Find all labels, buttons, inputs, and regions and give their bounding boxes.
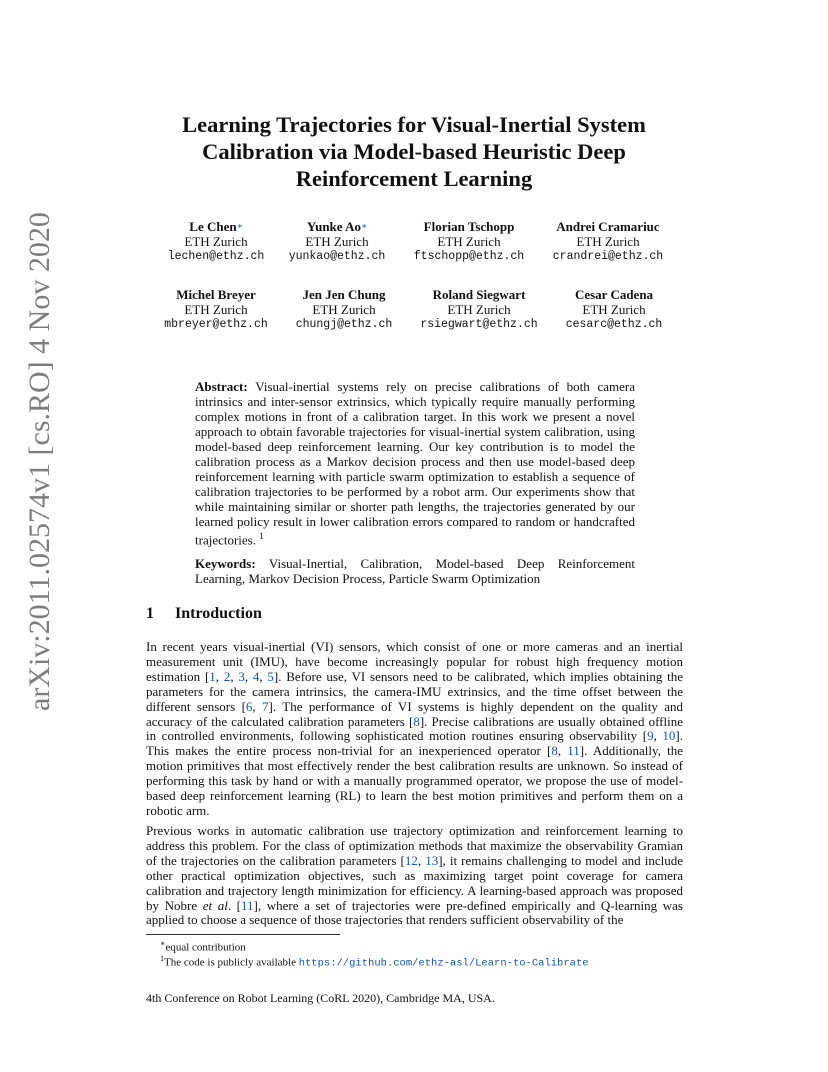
title-line: Reinforcement Learning (295, 166, 533, 191)
author-block (156, 287, 276, 332)
author-block (281, 287, 407, 332)
keywords-text: Visual-Inertial, Calibration, Model-based Deep Reinforcement Learning, Markov Decision Process, Particle Swarm Optimization (195, 556, 635, 586)
citation-link[interactable]: 1 (209, 668, 216, 684)
author-name: Florian Tschopp (423, 219, 515, 234)
section-number: 1 (146, 605, 154, 622)
citation-link[interactable]: 8 (413, 713, 420, 729)
author-affiliation: ETH Zurich (582, 302, 646, 317)
author-affiliation: ETH Zurich (184, 234, 248, 249)
arxiv-identifier: arXiv:2011.02574v1 [cs.RO] 4 Nov 2020 (23, 212, 56, 711)
keywords (195, 556, 635, 586)
author-name: Andrei Cramariuc (556, 219, 660, 234)
author-name: Cesar Cadena (574, 287, 654, 302)
citation-link[interactable]: 6 (245, 698, 253, 714)
author-email: crandrei@ethz.ch (552, 250, 664, 263)
section-title: Introduction (175, 605, 262, 622)
paper-title (0, 111, 828, 192)
author-email: yunkao@ethz.ch (288, 250, 386, 263)
author-email: ftschopp@ethz.ch (413, 250, 525, 263)
footnote: $^1$The code is publicly available https://github.com/ethz-asl/Learn-to-Calibrate (160, 954, 589, 970)
author-affiliation: ETH Zurich (437, 234, 501, 249)
body-paragraph: Previous works in automatic calibration use trajectory optimization and reinforcement learning to address this problem. For the class of optimization methods that maximize the observability Gramian of the trajectories on the calibration parameters [12, 13], it remains challenging to model and include other practical optimization objectives, such as maximizing target point coverage for camera calibration and trajectory length minimization for efficiency. A learning-based approach was proposed by Nobre et al. [11], where a set of trajectories were pre-defined empirically and Q-learning was applied to choose a sequence of those trajectories that renders sufficient observability of the (146, 823, 683, 928)
abstract (195, 379, 635, 547)
author-email: cesarc@ethz.ch (565, 318, 663, 331)
author-affiliation: ETH Zurich (305, 234, 369, 249)
citation-link[interactable]: 7 (262, 698, 269, 714)
author-email: chungj@ethz.ch (295, 318, 393, 331)
author-affiliation: ETH Zurich (447, 302, 511, 317)
author-block (550, 287, 678, 332)
citation-link[interactable]: 3 (238, 668, 245, 684)
citation-link[interactable]: 12 (404, 852, 418, 868)
code-url-link[interactable]: https://github.com/ethz-asl/Learn-to-Calibrate (298, 957, 589, 970)
citation-link[interactable]: 9 (647, 728, 654, 744)
body-paragraph: In recent years visual-inertial (VI) sensors, which consist of one or more cameras and an inertial measurement unit (IMU), have become increasingly popular for robust high frequency motion estimation [1, 2, 3, 4, 5]. Before use, VI sensors need to be calibrated, which implies obtaining the parameters for the camera intrinsics, the camera-IMU extrinsics, and the time offset between the different sensors [6, 7]. The performance of VI systems is highly dependent on the quality and accuracy of the calculated calibration parameters [8]. Precise calibrations are usually obtained offline in controlled environments, following sophisticated motion routines ensuring observability [9, 10]. This makes the entire process non-trivial for an inexperienced operator [8, 11]. Additionally, the motion primitives that most effectively render the best calibration results are unknown. So instead of performing this task by hand or with a manually programmed operator, we propose the use of model-based deep reinforcement learning (RL) to learn the best motion primitives and perform them on a robotic arm. (146, 639, 684, 818)
citation-link[interactable]: 11 (241, 897, 254, 913)
author-email: lechen@ethz.ch (167, 250, 265, 263)
citation-link[interactable]: 2 (223, 668, 231, 684)
author-block (156, 219, 276, 264)
author-block (411, 287, 547, 332)
author-block (404, 219, 534, 264)
title-line: Learning Trajectories for Visual-Inertial System (182, 112, 646, 137)
author-name: Roland Siegwart (432, 287, 526, 302)
author-name: Jen Jen Chung (302, 287, 386, 302)
footnote-rule (146, 934, 340, 935)
citation-link[interactable]: 8 (551, 743, 558, 759)
author-block (277, 219, 397, 264)
citation-link[interactable]: 4 (252, 668, 260, 684)
citation-link[interactable]: 10 (662, 728, 676, 744)
author-affiliation: ETH Zurich (184, 302, 248, 317)
abstract-label: Abstract: (195, 379, 248, 394)
footnote: ∗equal contribution (160, 939, 246, 954)
keywords-label: Keywords: (195, 556, 256, 571)
et-al: et al (202, 897, 228, 913)
author-affiliation: ETH Zurich (576, 234, 640, 249)
author-email: rsiegwart@ethz.ch (420, 318, 538, 331)
abstract-text: Visual-inertial systems rely on precise calibrations of both camera intrinsics and inter-sensor extrinsics, which typically require manually performing complex motions in front of a calibration target. In this work we present a novel approach to obtain favorable trajectories for visual-inertial system calibration, using model-based deep reinforcement learning. Our key contribution is to model the calibration process as a Markov decision process and then use model-based deep reinforcement learning with particle swarm optimization to establish a sequence of calibration trajectories to be performed by a robot arm. Our experiments show that while maintaining similar or shorter path lengths, the trajectories generated by our learned policy result in lower calibration errors compared to random or handcrafted trajectories. (195, 379, 636, 548)
citation-link[interactable]: 5 (267, 668, 274, 684)
author-name: Yunke Ao∗ (306, 219, 368, 234)
author-name: Le Chen∗ (189, 219, 243, 234)
conference-note: 4th Conference on Robot Learning (CoRL 2020), Cambridge MA, USA. (146, 991, 495, 1005)
author-name: Michel Breyer (176, 287, 256, 302)
citation-link[interactable]: 11 (567, 743, 580, 759)
author-affiliation: ETH Zurich (312, 302, 376, 317)
author-email: mbreyer@ethz.ch (164, 318, 268, 331)
footnote-marker[interactable]: 1 (259, 531, 264, 541)
title-line: Calibration via Model-based Heuristic Deep (202, 139, 626, 164)
citation-link[interactable]: 13 (425, 852, 439, 868)
section-heading (146, 605, 262, 623)
author-block (543, 219, 673, 264)
